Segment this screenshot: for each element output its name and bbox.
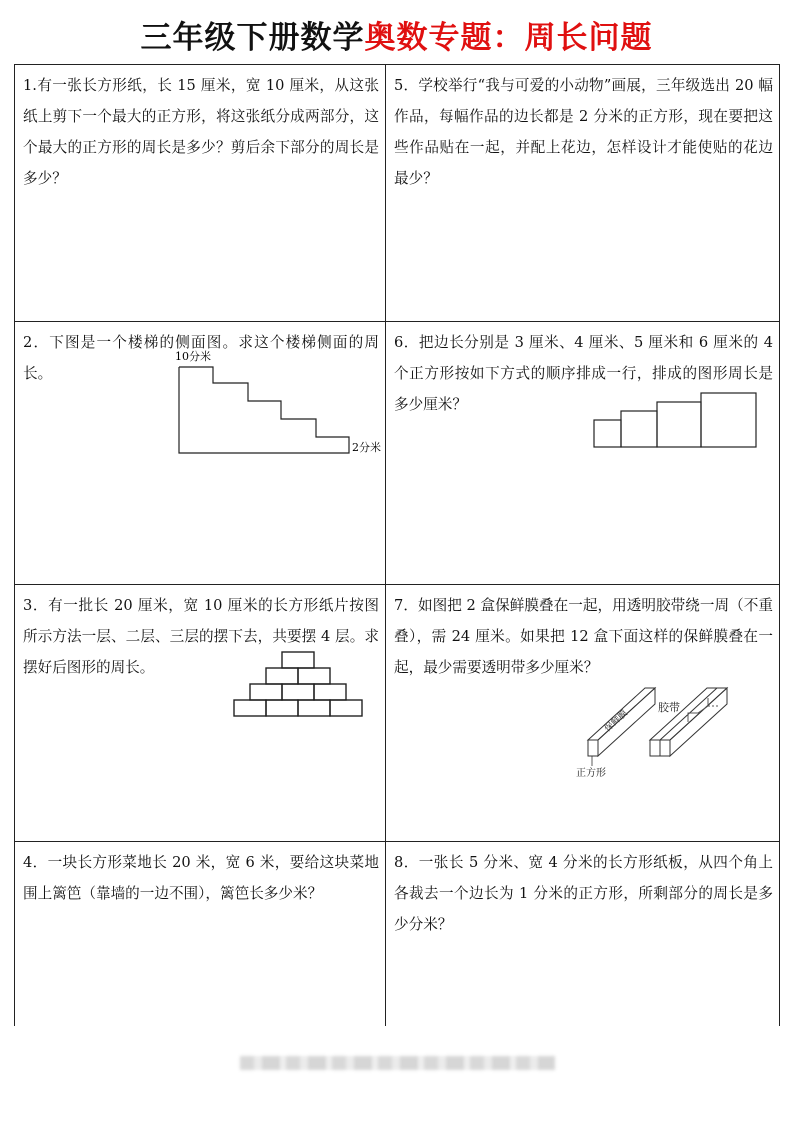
plastic-wrap-box-label: 保鲜膜 (602, 708, 630, 735)
brick-pyramid-figure (230, 648, 366, 722)
tape-label: 胶带 (658, 701, 680, 714)
question-4 (15, 842, 385, 909)
question-1-text: 1.有一张长方形纸，长 15 厘米，宽 10 厘米，从这张纸上剪下一个最大的正方形，将这张纸分成两部分，这个最大的正方形的周长是多少？剪后余下部分的周长是多少？ (23, 77, 379, 187)
staircase-figure (170, 345, 382, 460)
question-7 (386, 585, 779, 683)
question-3-text: 3．有一批长 20 厘米，宽 10 厘米的长方形纸片按图所示方法一层、二层、三层的摆下去，共要摆 4 层。求摆好后图形的周长。 (23, 597, 379, 676)
title-red-part: 奥数专题：周长问题 (364, 20, 653, 56)
blurred-watermark (240, 1056, 555, 1070)
question-7-text: 7．如图把 2 盒保鲜膜叠在一起，用透明胶带绕一周（不重叠），需 24 厘米。如果把 12 盒下面这样的保鲜膜叠在一起，最少需要透明带多少厘米？ (394, 597, 773, 676)
page-title (0, 18, 793, 58)
staircase-top-label: 10分米 (175, 350, 211, 363)
staircase-right-label: 2分米 (352, 441, 381, 454)
question-5-text: 5．学校举行“我与可爱的小动物”画展，三年级选出 20 幅作品，每幅作品的边长都是 2 分米的正方形，现在要把这些作品贴在一起，并配上花边，怎样设计才能使贴的花边最少？ (394, 77, 773, 187)
question-8 (386, 842, 779, 940)
question-1 (15, 65, 385, 194)
question-4-text: 4．一块长方形菜地长 20 米，宽 6 米，要给这块菜地围上篱笆（靠墙的一边不围），篱笆长多少米？ (23, 854, 379, 902)
question-6-text: 6．把边长分别是 3 厘米、4 厘米、5 厘米和 6 厘米的 4 个正方形按如下方式的顺序排成一行，排成的图形周长是多少厘米？ (394, 334, 773, 413)
plastic-wrap-figure (570, 680, 770, 780)
title-black-part: 三年级下册数学 (140, 20, 365, 56)
question-2-text: 2．下图是一个楼梯的侧面图。求这个楼梯侧面的周长。 (23, 334, 379, 382)
question-5 (386, 65, 779, 194)
square-end-label: 正方形 (576, 768, 606, 779)
squares-row-figure (590, 388, 760, 452)
question-8-text: 8．一张长 5 分米、宽 4 分米的长方形纸板，从四个角上各裁去一个边长为 1 分米的正方形，所剩部分的周长是多少分米？ (394, 854, 773, 933)
